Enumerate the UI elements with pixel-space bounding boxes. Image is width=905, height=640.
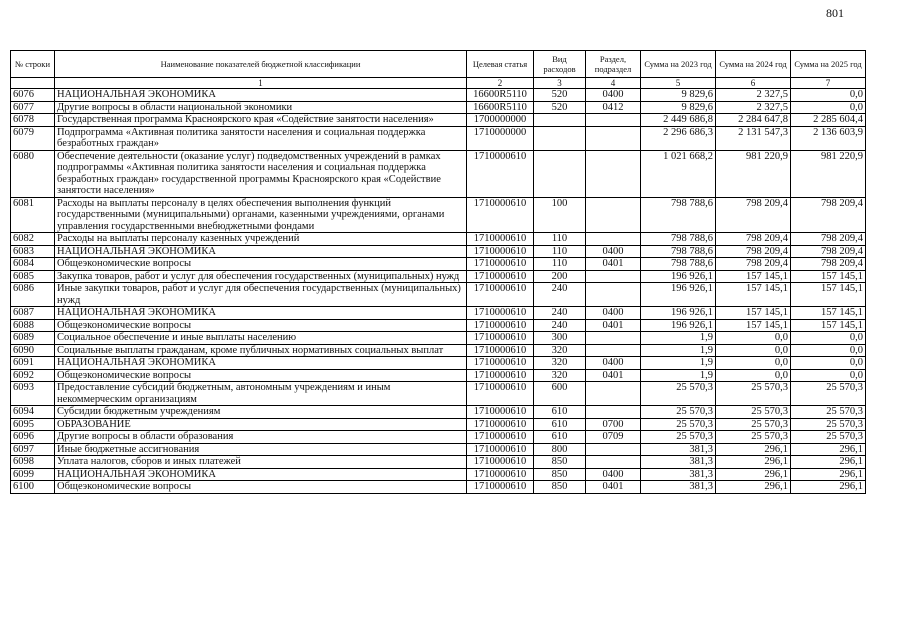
name-cell: Социальные выплаты гражданам, кроме публичных нормативных социальных выплат (55, 344, 467, 357)
expense-type-cell: 320 (534, 369, 586, 382)
sum-2024-cell: 798 209,4 (716, 258, 791, 271)
section-cell (586, 233, 641, 246)
target-article-cell: 1710000610 (467, 382, 534, 406)
sum-2023-cell: 2 296 686,3 (641, 126, 716, 150)
target-article-cell: 1710000610 (467, 344, 534, 357)
sum-2025-cell: 0,0 (791, 101, 866, 114)
sum-2024-cell: 25 570,3 (716, 382, 791, 406)
expense-type-cell (534, 126, 586, 150)
sum-2023-cell: 1,9 (641, 357, 716, 370)
column-number (11, 78, 55, 89)
table-row (11, 126, 866, 150)
target-article-cell: 1710000610 (467, 283, 534, 307)
name-cell: Субсидии бюджетным учреждениям (55, 406, 467, 419)
expense-type-cell: 320 (534, 357, 586, 370)
expense-type-cell: 240 (534, 319, 586, 332)
table-row (11, 369, 866, 382)
section-cell: 0401 (586, 481, 641, 494)
header-row-number: № строки (11, 51, 55, 78)
table-row (11, 258, 866, 271)
name-cell: Предоставление субсидий бюджетным, автономным учреждениям и иным некоммерческим организациям (55, 382, 467, 406)
row-number-cell: 6090 (11, 344, 55, 357)
sum-2023-cell: 9 829,6 (641, 89, 716, 102)
column-number: 1 (55, 78, 467, 89)
sum-2024-cell: 296,1 (716, 481, 791, 494)
row-number-cell: 6084 (11, 258, 55, 271)
header-sum-2023: Сумма на 2023 год (641, 51, 716, 78)
sum-2023-cell: 196 926,1 (641, 270, 716, 283)
column-number: 7 (791, 78, 866, 89)
target-article-cell: 1710000610 (467, 245, 534, 258)
table-body (11, 89, 866, 494)
target-article-cell: 1710000610 (467, 431, 534, 444)
section-cell (586, 406, 641, 419)
section-cell: 0400 (586, 307, 641, 320)
expense-type-cell: 850 (534, 468, 586, 481)
name-cell: Общеэкономические вопросы (55, 481, 467, 494)
sum-2025-cell: 798 209,4 (791, 245, 866, 258)
sum-2024-cell: 2 327,5 (716, 89, 791, 102)
target-article-cell: 1710000000 (467, 126, 534, 150)
row-number-cell: 6096 (11, 431, 55, 444)
row-number-cell: 6079 (11, 126, 55, 150)
sum-2025-cell: 798 209,4 (791, 258, 866, 271)
sum-2024-cell: 296,1 (716, 456, 791, 469)
target-article-cell: 1710000610 (467, 332, 534, 345)
sum-2023-cell: 1,9 (641, 369, 716, 382)
name-cell: Государственная программа Красноярского края «Содействие занятости населения» (55, 114, 467, 127)
section-cell: 0400 (586, 245, 641, 258)
section-cell (586, 270, 641, 283)
sum-2024-cell: 798 209,4 (716, 233, 791, 246)
sum-2025-cell: 157 145,1 (791, 307, 866, 320)
table-row (11, 197, 866, 233)
section-cell: 0400 (586, 468, 641, 481)
row-number-cell: 6091 (11, 357, 55, 370)
name-cell: Расходы на выплаты персоналу в целях обеспечения выполнения функций государственными (муниципальными) органами, казенными учреждениями, органами управления государственными внебюджетными фондами (55, 197, 467, 233)
sum-2024-cell: 0,0 (716, 357, 791, 370)
sum-2024-cell: 2 327,5 (716, 101, 791, 114)
table-row (11, 101, 866, 114)
expense-type-cell: 610 (534, 431, 586, 444)
sum-2025-cell: 25 570,3 (791, 406, 866, 419)
sum-2023-cell: 798 788,6 (641, 245, 716, 258)
sum-2024-cell: 0,0 (716, 344, 791, 357)
section-cell (586, 382, 641, 406)
sum-2023-cell: 1,9 (641, 344, 716, 357)
expense-type-cell: 110 (534, 258, 586, 271)
section-cell: 0709 (586, 431, 641, 444)
expense-type-cell: 800 (534, 443, 586, 456)
table-row (11, 245, 866, 258)
expense-type-cell: 610 (534, 418, 586, 431)
row-number-cell: 6099 (11, 468, 55, 481)
header-expense-type: Вид расходов (534, 51, 586, 78)
sum-2023-cell: 381,3 (641, 468, 716, 481)
sum-2023-cell: 25 570,3 (641, 382, 716, 406)
table-row (11, 443, 866, 456)
column-number-row (11, 78, 866, 89)
expense-type-cell: 110 (534, 233, 586, 246)
target-article-cell: 16600R5110 (467, 89, 534, 102)
target-article-cell: 1710000610 (467, 406, 534, 419)
row-number-cell: 6077 (11, 101, 55, 114)
sum-2025-cell: 798 209,4 (791, 197, 866, 233)
target-article-cell: 1710000610 (467, 443, 534, 456)
target-article-cell: 1710000610 (467, 270, 534, 283)
sum-2024-cell: 25 570,3 (716, 418, 791, 431)
table-row (11, 418, 866, 431)
target-article-cell: 1710000610 (467, 468, 534, 481)
sum-2023-cell: 9 829,6 (641, 101, 716, 114)
sum-2025-cell: 0,0 (791, 357, 866, 370)
page-number: 801 (826, 6, 844, 20)
sum-2025-cell: 296,1 (791, 443, 866, 456)
expense-type-cell: 110 (534, 245, 586, 258)
name-cell: НАЦИОНАЛЬНАЯ ЭКОНОМИКА (55, 89, 467, 102)
expense-type-cell: 610 (534, 406, 586, 419)
sum-2025-cell: 0,0 (791, 332, 866, 345)
table-row (11, 270, 866, 283)
table-row (11, 150, 866, 197)
row-number-cell: 6081 (11, 197, 55, 233)
name-cell: Общеэкономические вопросы (55, 258, 467, 271)
sum-2023-cell: 196 926,1 (641, 307, 716, 320)
table-row (11, 456, 866, 469)
sum-2023-cell: 381,3 (641, 481, 716, 494)
row-number-cell: 6080 (11, 150, 55, 197)
expense-type-cell: 200 (534, 270, 586, 283)
column-number: 2 (467, 78, 534, 89)
section-cell: 0400 (586, 89, 641, 102)
section-cell (586, 443, 641, 456)
expense-type-cell: 300 (534, 332, 586, 345)
name-cell: НАЦИОНАЛЬНАЯ ЭКОНОМИКА (55, 307, 467, 320)
row-number-cell: 6083 (11, 245, 55, 258)
section-cell (586, 332, 641, 345)
sum-2025-cell: 25 570,3 (791, 382, 866, 406)
sum-2023-cell: 25 570,3 (641, 418, 716, 431)
column-number: 4 (586, 78, 641, 89)
name-cell: НАЦИОНАЛЬНАЯ ЭКОНОМИКА (55, 468, 467, 481)
name-cell: Социальное обеспечение и иные выплаты населению (55, 332, 467, 345)
name-cell: Подпрограмма «Активная политика занятости населения и социальная поддержка безработных граждан» (55, 126, 467, 150)
sum-2025-cell: 25 570,3 (791, 431, 866, 444)
row-number-cell: 6098 (11, 456, 55, 469)
row-number-cell: 6078 (11, 114, 55, 127)
table-row (11, 114, 866, 127)
sum-2025-cell: 981 220,9 (791, 150, 866, 197)
name-cell: Общеэкономические вопросы (55, 319, 467, 332)
section-cell (586, 344, 641, 357)
table-row (11, 481, 866, 494)
row-number-cell: 6093 (11, 382, 55, 406)
name-cell: Другие вопросы в области образования (55, 431, 467, 444)
sum-2023-cell: 381,3 (641, 443, 716, 456)
table-row (11, 357, 866, 370)
sum-2025-cell: 296,1 (791, 468, 866, 481)
sum-2024-cell: 157 145,1 (716, 307, 791, 320)
section-cell: 0412 (586, 101, 641, 114)
sum-2023-cell: 196 926,1 (641, 283, 716, 307)
sum-2024-cell: 0,0 (716, 369, 791, 382)
name-cell: Общеэкономические вопросы (55, 369, 467, 382)
table-row (11, 233, 866, 246)
sum-2025-cell: 798 209,4 (791, 233, 866, 246)
header-row (11, 51, 866, 78)
target-article-cell: 1710000610 (467, 197, 534, 233)
name-cell: НАЦИОНАЛЬНАЯ ЭКОНОМИКА (55, 357, 467, 370)
table-row (11, 431, 866, 444)
sum-2025-cell: 296,1 (791, 481, 866, 494)
sum-2025-cell: 157 145,1 (791, 283, 866, 307)
expense-type-cell: 600 (534, 382, 586, 406)
section-cell: 0401 (586, 319, 641, 332)
sum-2023-cell: 25 570,3 (641, 431, 716, 444)
name-cell: Расходы на выплаты персоналу казенных учреждений (55, 233, 467, 246)
row-number-cell: 6094 (11, 406, 55, 419)
section-cell: 0700 (586, 418, 641, 431)
expense-type-cell: 240 (534, 283, 586, 307)
sum-2024-cell: 157 145,1 (716, 319, 791, 332)
sum-2023-cell: 798 788,6 (641, 258, 716, 271)
section-cell (586, 283, 641, 307)
target-article-cell: 1710000610 (467, 319, 534, 332)
row-number-cell: 6076 (11, 89, 55, 102)
expense-type-cell: 850 (534, 456, 586, 469)
target-article-cell: 16600R5110 (467, 101, 534, 114)
header-sum-2025: Сумма на 2025 год (791, 51, 866, 78)
expense-type-cell (534, 114, 586, 127)
table-row (11, 468, 866, 481)
sum-2024-cell: 25 570,3 (716, 431, 791, 444)
section-cell (586, 197, 641, 233)
sum-2024-cell: 157 145,1 (716, 270, 791, 283)
target-article-cell: 1710000610 (467, 307, 534, 320)
sum-2025-cell: 25 570,3 (791, 418, 866, 431)
sum-2024-cell: 798 209,4 (716, 197, 791, 233)
target-article-cell: 1710000610 (467, 418, 534, 431)
row-number-cell: 6092 (11, 369, 55, 382)
name-cell: Уплата налогов, сборов и иных платежей (55, 456, 467, 469)
table-row (11, 89, 866, 102)
target-article-cell: 1710000610 (467, 233, 534, 246)
target-article-cell: 1710000610 (467, 357, 534, 370)
sum-2025-cell: 2 285 604,4 (791, 114, 866, 127)
sum-2023-cell: 25 570,3 (641, 406, 716, 419)
expense-type-cell: 100 (534, 197, 586, 233)
target-article-cell: 1710000610 (467, 481, 534, 494)
table-row (11, 382, 866, 406)
target-article-cell: 1710000610 (467, 150, 534, 197)
row-number-cell: 6089 (11, 332, 55, 345)
sum-2024-cell: 0,0 (716, 332, 791, 345)
name-cell: Другие вопросы в области национальной экономики (55, 101, 467, 114)
name-cell: Иные закупки товаров, работ и услуг для обеспечения государственных (муниципальных) нужд (55, 283, 467, 307)
section-cell: 0400 (586, 357, 641, 370)
table-row (11, 307, 866, 320)
sum-2023-cell: 798 788,6 (641, 197, 716, 233)
sum-2025-cell: 0,0 (791, 369, 866, 382)
sum-2023-cell: 196 926,1 (641, 319, 716, 332)
row-number-cell: 6085 (11, 270, 55, 283)
target-article-cell: 1710000610 (467, 369, 534, 382)
target-article-cell: 1710000610 (467, 456, 534, 469)
sum-2024-cell: 296,1 (716, 443, 791, 456)
section-cell: 0401 (586, 369, 641, 382)
sum-2025-cell: 0,0 (791, 344, 866, 357)
row-number-cell: 6095 (11, 418, 55, 431)
sum-2024-cell: 157 145,1 (716, 283, 791, 307)
expense-type-cell: 520 (534, 101, 586, 114)
sum-2024-cell: 981 220,9 (716, 150, 791, 197)
column-number: 6 (716, 78, 791, 89)
sum-2025-cell: 0,0 (791, 89, 866, 102)
name-cell: ОБРАЗОВАНИЕ (55, 418, 467, 431)
name-cell: Иные бюджетные ассигнования (55, 443, 467, 456)
name-cell: Закупка товаров, работ и услуг для обеспечения государственных (муниципальных) нужд (55, 270, 467, 283)
sum-2025-cell: 2 136 603,9 (791, 126, 866, 150)
table-row (11, 344, 866, 357)
budget-table (10, 50, 866, 494)
sum-2024-cell: 2 131 547,3 (716, 126, 791, 150)
expense-type-cell: 850 (534, 481, 586, 494)
column-number: 5 (641, 78, 716, 89)
row-number-cell: 6087 (11, 307, 55, 320)
table-row (11, 406, 866, 419)
sum-2025-cell: 157 145,1 (791, 319, 866, 332)
sum-2023-cell: 1 021 668,2 (641, 150, 716, 197)
target-article-cell: 1700000000 (467, 114, 534, 127)
section-cell (586, 150, 641, 197)
header-target-article: Целевая статья (467, 51, 534, 78)
sum-2023-cell: 381,3 (641, 456, 716, 469)
row-number-cell: 6100 (11, 481, 55, 494)
header-section: Раздел, подраздел (586, 51, 641, 78)
expense-type-cell: 320 (534, 344, 586, 357)
name-cell: НАЦИОНАЛЬНАЯ ЭКОНОМИКА (55, 245, 467, 258)
sum-2023-cell: 798 788,6 (641, 233, 716, 246)
row-number-cell: 6086 (11, 283, 55, 307)
section-cell (586, 114, 641, 127)
section-cell (586, 456, 641, 469)
row-number-cell: 6097 (11, 443, 55, 456)
table-row (11, 283, 866, 307)
header-name: Наименование показателей бюджетной классификации (55, 51, 467, 78)
table-row (11, 332, 866, 345)
row-number-cell: 6082 (11, 233, 55, 246)
name-cell: Обеспечение деятельности (оказание услуг) подведомственных учреждений в рамках подпрограммы «Активная политика занятости населения и социальная поддержка безработных граждан» государственной программы Красноярского края «Содействие занятости населения» (55, 150, 467, 197)
sum-2023-cell: 1,9 (641, 332, 716, 345)
section-cell: 0401 (586, 258, 641, 271)
sum-2023-cell: 2 449 686,8 (641, 114, 716, 127)
target-article-cell: 1710000610 (467, 258, 534, 271)
column-number: 3 (534, 78, 586, 89)
sum-2025-cell: 296,1 (791, 456, 866, 469)
expense-type-cell: 520 (534, 89, 586, 102)
header-sum-2024: Сумма на 2024 год (716, 51, 791, 78)
sum-2024-cell: 798 209,4 (716, 245, 791, 258)
sum-2025-cell: 157 145,1 (791, 270, 866, 283)
table-row (11, 319, 866, 332)
expense-type-cell (534, 150, 586, 197)
expense-type-cell: 240 (534, 307, 586, 320)
section-cell (586, 126, 641, 150)
sum-2024-cell: 25 570,3 (716, 406, 791, 419)
sum-2024-cell: 296,1 (716, 468, 791, 481)
row-number-cell: 6088 (11, 319, 55, 332)
sum-2024-cell: 2 284 647,8 (716, 114, 791, 127)
